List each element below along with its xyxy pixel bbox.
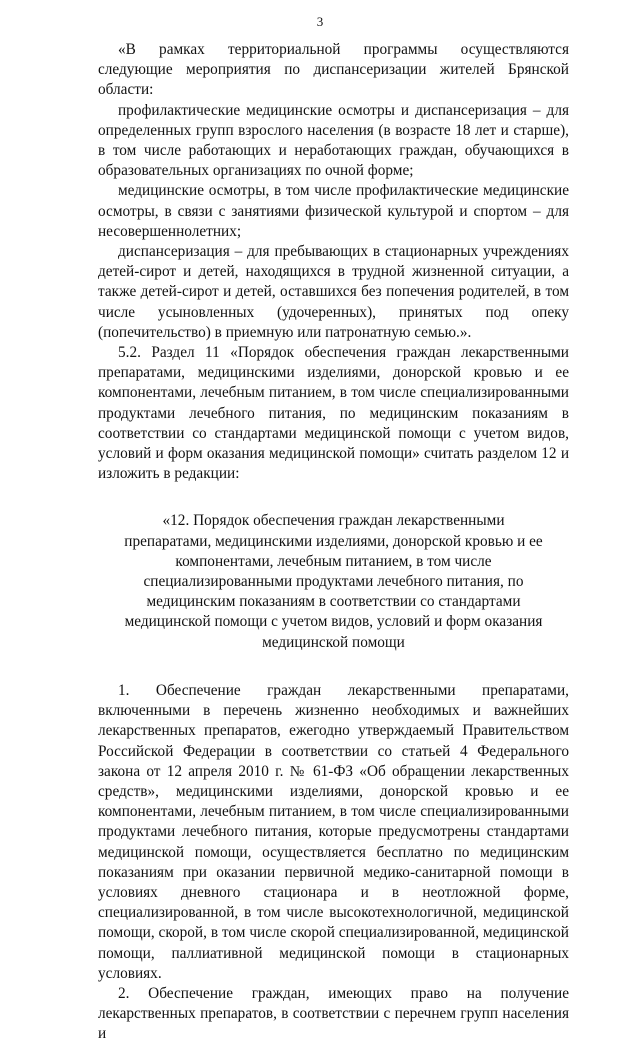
section-heading: «12. Порядок обеспечения граждан лекарственными препаратами, медицинскими изделиями, донорской кровью и ее компонентами, лечебным питанием, в том числе специализированными продуктами лечебного питания, по медицинским показаниям в соответствии со стандартами медицинской помощи с учетом видов, условий и форм оказания медицинской помощи: [124, 512, 543, 651]
paragraph: медицинские осмотры, в том числе профилактические медицинские осмотры, в связи с занятиями физической культурой и спортом – для несовершеннолетних;: [98, 182, 569, 240]
page-number: 3: [316, 14, 324, 29]
paragraph: профилактические медицинские осмотры и диспансеризация – для определенных групп взрослого населения (в возрасте 18 лет и старше), в том числе работающих и неработающих граждан, обучающихся в образовательных организациях по очной форме;: [98, 101, 569, 180]
paragraph: 1. Обеспечение граждан лекарственными препаратами, включенными в перечень жизненно необходимых и важнейших лекарственных препаратов, ежегодно утверждаемый Правительством Российской Федерации в соответствии со статьей 4 Федерального закона от 12 апреля 2010 г. № 61-ФЗ «Об обращении лекарственных средств», медицинскими изделиями, донорской кровью и ее компонентами, лечебным питанием, в том числе специализированными продуктами лечебного питания, которые предусмотрены стандартами медицинской помощи, осуществляется бесплатно по медицинским показаниям при оказании первичной медико-санитарной помощи в условиях дневного стационара и в неотложной форме, специализированной, в том числе высокотехнологичной, медицинской помощи, скорой, в том числе скорой специализированной, медицинской помощи, паллиативной медицинской помощи в стационарных условиях.: [98, 681, 569, 982]
section-heading-block: [98, 511, 569, 652]
paragraph: 2. Обеспечение граждан, имеющих право на получение лекарственных препаратов, в соответствии с перечнем групп населения и: [98, 984, 569, 1043]
paragraph: «В рамках территориальной программы осуществляются следующие мероприятия по диспансеризации жителей Брянской области:: [98, 41, 569, 99]
document-body: [98, 40, 569, 1045]
paragraph: 5.2. Раздел 11 «Порядок обеспечения граждан лекарственными препаратами, медицинскими изделиями, донорской кровью и ее компонентами, лечебным питанием, в том числе специализированными продуктами лечебного питания, по медицинским показаниям в соответствии со стандартами медицинской помощи с учетом видов, условий и форм оказания медицинской помощи» считать разделом 12 и изложить в редакции:: [98, 344, 569, 483]
paragraph: диспансеризация – для пребывающих в стационарных учреждениях детей-сирот и детей, находящихся в трудной жизненной ситуации, а также детей-сирот и детей, оставшихся без попечения родителей, в том числе усыновленных (удочеренных), принятых под опеку (попечительство) в приемную или патронатную семью.».: [98, 243, 569, 341]
